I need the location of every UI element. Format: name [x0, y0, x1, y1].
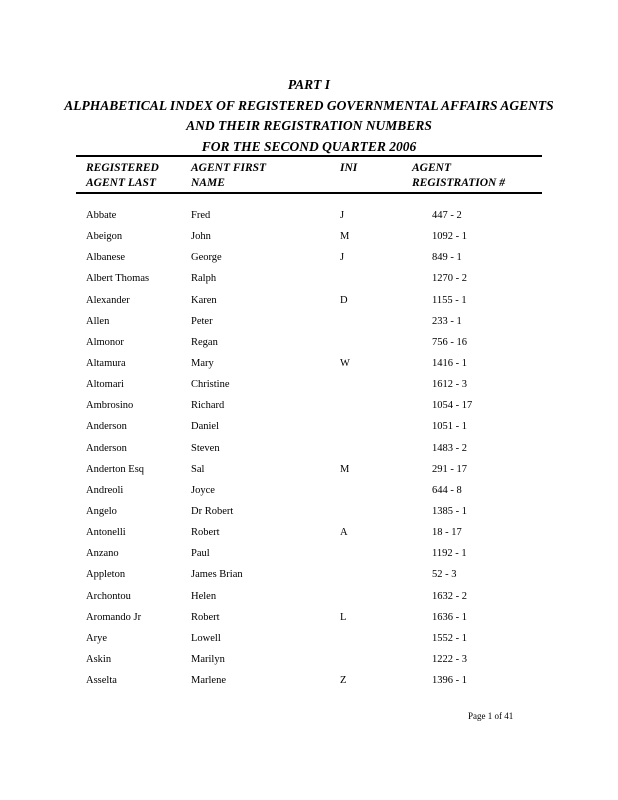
cell-registration-number: 1155 - 1	[432, 294, 467, 306]
title-line-3: FOR THE SECOND QUARTER 2006	[201, 138, 417, 154]
cell-last-name: Abbate	[86, 210, 117, 221]
cell-first-name: Paul	[191, 548, 210, 560]
cell-last-name: Andreoli	[86, 484, 124, 496]
cell-last-name: Askin	[86, 653, 112, 665]
cell-first-name: Christine	[191, 379, 230, 391]
table-row	[0, 503, 618, 524]
cell-registration-number: 1632 - 2	[432, 590, 467, 602]
cell-first-name: Ralph	[191, 273, 217, 285]
cell-registration-number: 1416 - 1	[432, 357, 467, 369]
table-row	[0, 482, 618, 503]
cell-registration-number: 447 - 2	[432, 210, 462, 221]
title-part: PART I	[287, 77, 331, 92]
table-row	[0, 207, 618, 228]
cell-first-name: Peter	[191, 315, 213, 327]
page-number: Page 1 of 41	[468, 711, 514, 721]
document-title	[0, 75, 618, 157]
cell-last-name: Altamura	[86, 357, 126, 369]
cell-last-name: Anderson	[86, 421, 127, 433]
cell-initial: L	[340, 611, 347, 623]
cell-last-name: Archontou	[86, 590, 131, 602]
cell-initial: W	[340, 357, 350, 369]
cell-registration-number: 1552 - 1	[432, 632, 467, 644]
cell-last-name: Albert Thomas	[86, 273, 150, 285]
cell-last-name: Allen	[86, 315, 110, 327]
cell-first-name: Steven	[191, 442, 220, 454]
table-row	[0, 672, 618, 693]
cell-last-name: Antonelli	[86, 527, 126, 539]
table-row	[0, 566, 618, 587]
table-row	[0, 397, 618, 418]
table-row	[0, 545, 618, 566]
table-row	[0, 630, 618, 651]
table-row	[0, 461, 618, 482]
cell-registration-number: 1385 - 1	[432, 505, 467, 517]
table-row	[0, 355, 618, 376]
title-line-2: AND THEIR REGISTRATION NUMBERS	[186, 118, 432, 133]
cell-initial: Z	[340, 675, 347, 687]
cell-first-name: Karen	[191, 294, 217, 306]
cell-first-name: Marlene	[191, 675, 226, 687]
cell-last-name: Asselta	[86, 675, 117, 687]
cell-last-name: Alexander	[86, 294, 130, 306]
table-row	[0, 249, 618, 270]
header-top-rule	[76, 155, 542, 157]
cell-initial: A	[340, 527, 348, 539]
cell-registration-number: 1483 - 2	[432, 442, 467, 454]
cell-initial: J	[340, 252, 345, 264]
table-row	[0, 651, 618, 672]
cell-registration-number: 1092 - 1	[432, 231, 467, 243]
cell-first-name: Marilyn	[191, 653, 225, 665]
title-line-1: ALPHABETICAL INDEX OF REGISTERED GOVERNMENTAL AFFAIRS AGENTS	[64, 97, 554, 113]
cell-first-name: Daniel	[191, 421, 219, 433]
cell-registration-number: 52 - 3	[432, 569, 457, 581]
table-row	[0, 228, 618, 249]
cell-last-name: Albanese	[86, 252, 126, 264]
column-header-first-name: AGENT FIRST NAME	[191, 162, 267, 189]
cell-registration-number: 1396 - 1	[432, 675, 467, 687]
cell-first-name: Sal	[191, 463, 205, 475]
cell-first-name: George	[191, 252, 222, 264]
cell-last-name: Arye	[86, 632, 107, 644]
cell-last-name: Angelo	[86, 505, 117, 517]
table-row	[0, 440, 618, 461]
cell-last-name: Anderson	[86, 442, 127, 454]
table-row	[0, 588, 618, 609]
cell-last-name: Altomari	[86, 379, 124, 391]
table-row	[0, 524, 618, 545]
cell-registration-number: 849 - 1	[432, 252, 462, 264]
cell-initial: J	[340, 210, 345, 221]
table-row	[0, 334, 618, 355]
cell-initial: M	[340, 231, 350, 243]
agent-table-body	[0, 207, 618, 693]
cell-registration-number: 1636 - 1	[432, 611, 467, 623]
cell-first-name: Robert	[191, 527, 220, 539]
cell-registration-number: 1054 - 17	[432, 400, 473, 412]
table-row	[0, 609, 618, 630]
table-row	[0, 376, 618, 397]
cell-registration-number: 1612 - 3	[432, 379, 467, 391]
cell-last-name: Anzano	[86, 548, 119, 560]
cell-first-name: Joyce	[191, 484, 215, 496]
cell-registration-number: 291 - 17	[432, 463, 467, 475]
cell-first-name: Helen	[191, 590, 217, 602]
table-row	[0, 313, 618, 334]
cell-last-name: Anderton Esq	[86, 463, 145, 475]
cell-registration-number: 644 - 8	[432, 484, 462, 496]
cell-registration-number: 18 - 17	[432, 527, 462, 539]
cell-registration-number: 1222 - 3	[432, 653, 467, 665]
cell-last-name: Almonor	[86, 336, 124, 348]
table-row	[0, 270, 618, 291]
cell-last-name: Appleton	[86, 569, 126, 581]
cell-first-name: James Brian	[191, 569, 243, 581]
cell-registration-number: 1192 - 1	[432, 548, 467, 560]
cell-first-name: Fred	[191, 210, 211, 221]
cell-first-name: Regan	[191, 336, 218, 348]
cell-first-name: John	[191, 231, 211, 243]
header-bottom-rule	[76, 192, 542, 194]
cell-initial: D	[340, 294, 348, 306]
column-header-registration: AGENT REGISTRATION #	[412, 162, 505, 189]
table-row	[0, 292, 618, 313]
cell-first-name: Richard	[191, 400, 225, 412]
column-header-initial: INI	[340, 162, 358, 174]
cell-registration-number: 233 - 1	[432, 315, 462, 327]
table-row	[0, 418, 618, 439]
cell-last-name: Ambrosino	[86, 400, 134, 412]
cell-registration-number: 756 - 16	[432, 336, 467, 348]
cell-first-name: Mary	[191, 357, 214, 369]
cell-first-name: Lowell	[191, 632, 221, 644]
cell-first-name: Robert	[191, 611, 220, 623]
column-header-last-name: REGISTERED AGENT LAST	[86, 162, 159, 189]
cell-first-name: Dr Robert	[191, 505, 234, 517]
cell-registration-number: 1270 - 2	[432, 273, 467, 285]
cell-last-name: Abeigon	[86, 231, 123, 243]
cell-last-name: Aromando Jr	[86, 611, 142, 623]
cell-initial: M	[340, 463, 350, 475]
cell-registration-number: 1051 - 1	[432, 421, 467, 433]
